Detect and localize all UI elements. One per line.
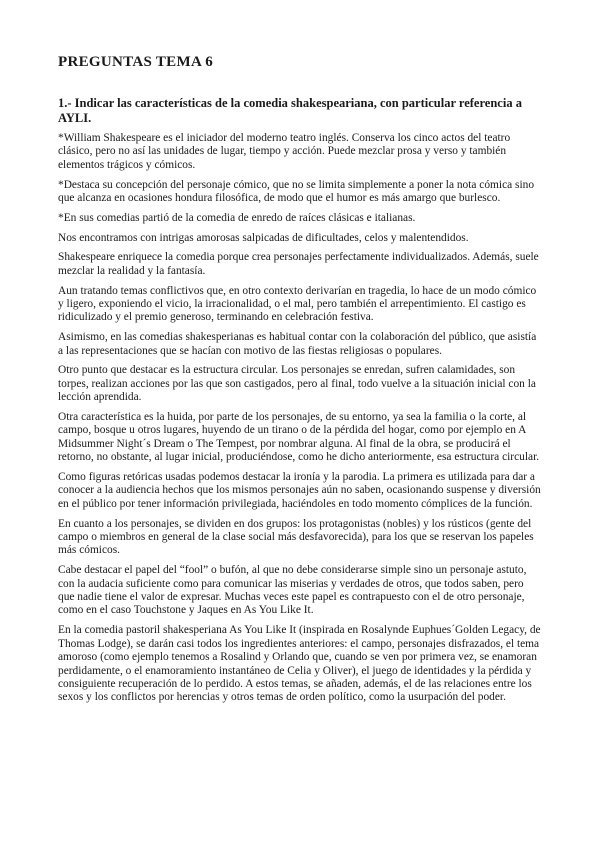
paragraph: Asimismo, en las comedias shakesperianas es habitual contar con la colaboración del público, que asistía a las representaciones que se hacían con motivo de las fiestas religiosas o populares. [58,331,537,357]
document-body [58,132,541,705]
paragraph: Shakespeare enriquece la comedia porque crea personajes perfectamente individualizados. Además, suele mezclar la realidad y la fantasía. [58,251,539,277]
paragraph: *En sus comedias partió de la comedia de enredo de raíces clásicas e italianas. [58,211,416,224]
paragraph: *William Shakespeare es el iniciador del moderno teatro inglés. Conserva los cinco actos del teatro clásico, pero no así las unidades de lugar, tiempo y acción. Puede mezclar prosa y verso y también elementos trágicos y cómicos. [58,132,511,171]
paragraph: Aun tratando temas conflictivos que, en otro contexto derivarían en tragedia, lo hace de un modo cómico y ligero, exponiendo el vicio, la irracionalidad, o el mal, pero también el arrepentimiento. El castigo es ridiculizado y el premio generoso, terminando en celebración festiva. [58,284,537,324]
document-title: PREGUNTAS TEMA 6 [58,54,214,70]
paragraph: Otro punto que destacar es la estructura circular. Los personajes se enredan, sufren calamidades, son torpes, realizan acciones por las que son castigados, pero al final, todo vuelve a la situación inicial con la lección aprendida. [58,364,536,404]
paragraph: *Destaca su concepción del personaje cómico, que no se limita simplemente a poner la nota cómica sino que alcanza en ocasiones hondura filosófica, de modo que el humor es más amargo que burlesco. [58,178,535,205]
paragraph: En la comedia pastoril shakesperiana As You Like It (inspirada en Rosalynde Euphues´Golden Legacy, de Thomas Lodge), se darán casi todos los ingredientes anteriores: el campo, personajes disfrazados, el tema amoroso (como ejemplo tenemos a Rosalind y Orlando que, cuando se ven por primera vez, se enamoran perdidamente, o el enamoramiento instantáneo de Celia y Oliver), el juego de identidades y la pérdida y consiguiente recuperación de lo perdido. A estos temas, se añaden, además, el de las relaciones entre los sexos y los conflictos por herencias y otros temas de orden político, como la usurpación del poder. [58,624,541,704]
paragraph: Como figuras retóricas usadas podemos destacar la ironía y la parodia. La primera es utilizada para dar a conocer a la audiencia hechos que los mismos personajes aún no saben, ocasionando suspense y diversión en el público por tener información privilegiada, haciéndoles en todo momento cómplices de la función. [58,471,541,510]
question-heading: 1.- Indicar las características de la comedia shakespeariana, con particular referencia a AYLI. [58,96,522,125]
paragraph: En cuanto a los personajes, se dividen en dos grupos: los protagonistas (nobles) y los rústicos (gente del campo o miembros en general de la clase social más desfavorecida), para los que se reservan los papeles más cómicos. [58,517,534,557]
paragraph: Nos encontramos con intrigas amorosas salpicadas de dificultades, celos y malentendidos. [58,231,469,244]
paragraph: Otra característica es la huida, por parte de los personajes, de su entorno, ya sea la familia o la corte, al campo, bosque u otros lugares, huyendo de un tirano o de la pérdida del hogar, como por ejemplo en A Midsummer Night´s Dream o The Tempest, por nombrar alguna. Al final de la obra, se producirá el retorno, no obstante, al lugar inicial, produciéndose, como he dicho anteriormente, esa estructura circular. [58,411,540,464]
paragraph: Cabe destacar el papel del “fool” o bufón, al que no debe considerarse simple sino un personaje astuto, con la audacia suficiente como para comunicar las miserias y verdades de otros, que todos saben, pero que nadie tiene el valor de expresar. Muchas veces este papel es contrapuesto con el de otro personaje, como en el caso Touchstone y Jaques en As You Like It. [58,564,527,617]
